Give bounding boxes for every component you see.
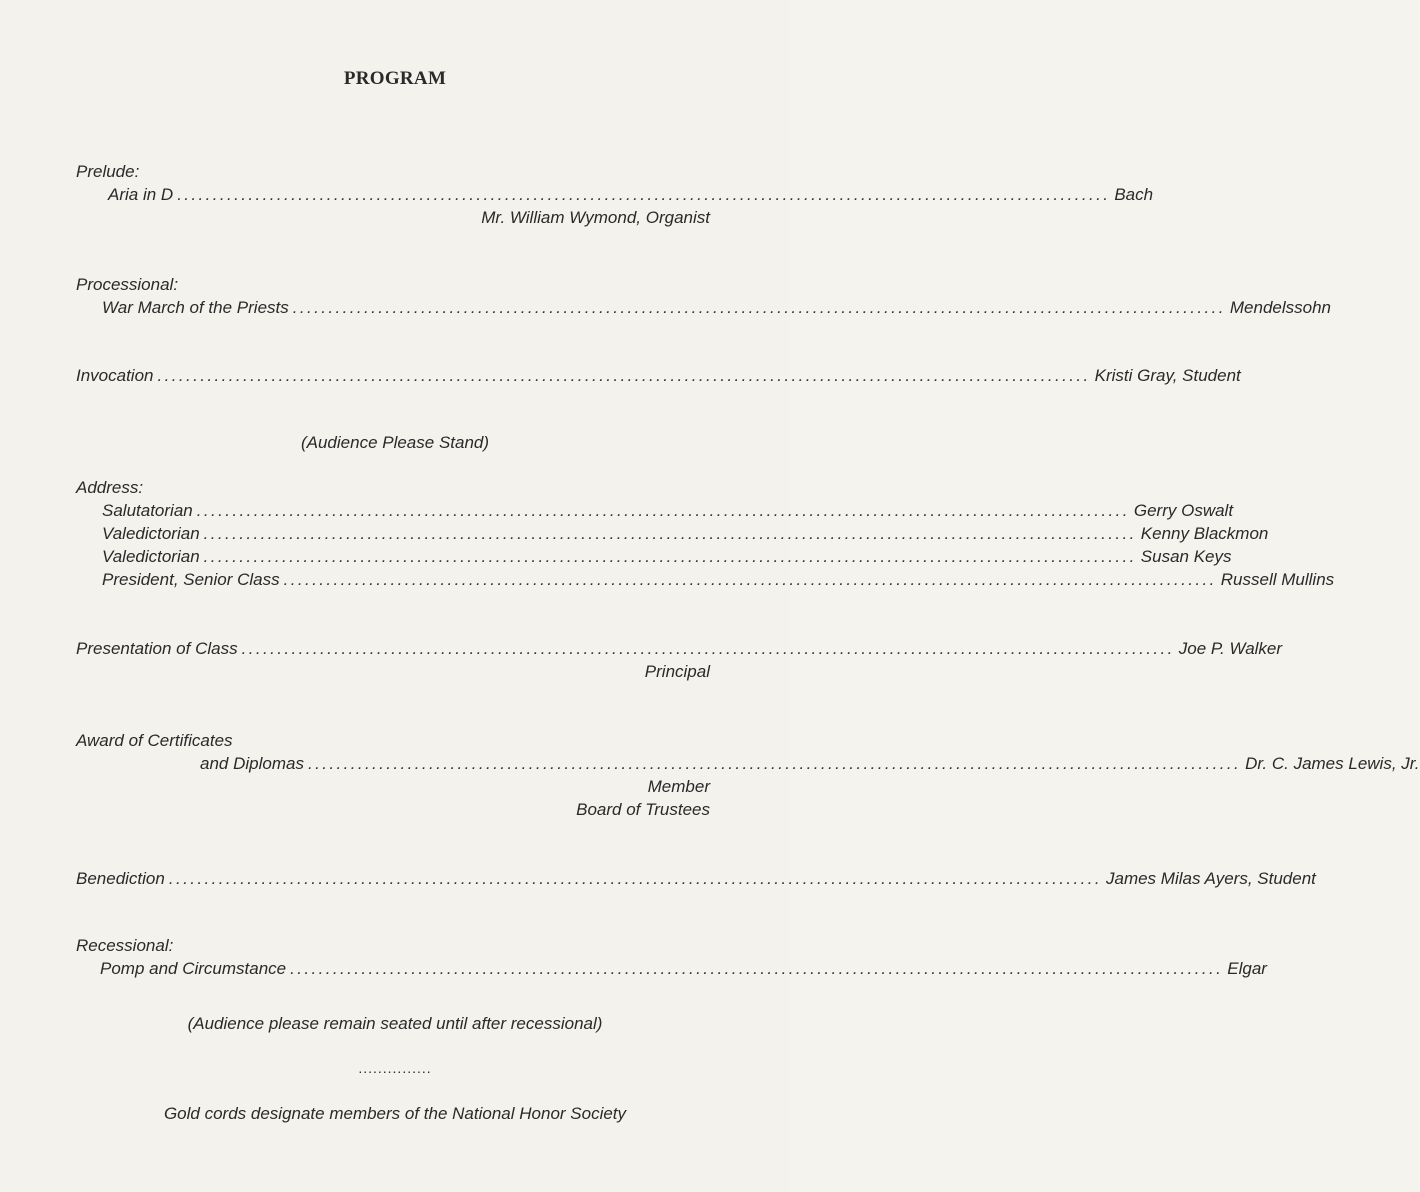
address-name: Kenny Blackmon: [1140, 524, 1269, 543]
audience-seated-note: (Audience please remain seated until after recessional): [187, 1014, 603, 1033]
recessional-piece: Pomp and Circumstance: [100, 959, 287, 978]
benediction-label: Benediction: [76, 869, 165, 888]
address-role: Salutatorian: [102, 501, 193, 520]
footnote: Gold cords designate members of the National Honor Society: [163, 1104, 627, 1123]
address-role: Valedictorian: [102, 547, 200, 566]
processional-line: [102, 296, 1332, 319]
awards-title-member: Member: [647, 777, 710, 796]
address-item: [102, 522, 1269, 545]
dot-leader: ...................................................................................................................................: [283, 570, 1217, 589]
presentation-title: Principal: [644, 662, 710, 681]
invocation-by: Kristi Gray, Student: [1094, 366, 1241, 385]
address-name: Russell Mullins: [1220, 570, 1335, 589]
address-name: Susan Keys: [1140, 547, 1232, 566]
address-heading: Address:: [76, 478, 144, 497]
invocation-line: [76, 364, 1241, 387]
dot-leader: ...................................................................................................................................: [292, 298, 1226, 317]
dot-leader: ...................................................................................................................................: [196, 501, 1130, 520]
awards-line: [200, 752, 1420, 775]
address-item: [102, 568, 1335, 591]
awards-title-board: Board of Trustees: [576, 800, 710, 819]
awards-heading: Award of Certificates: [76, 731, 233, 750]
recessional-heading: Recessional:: [76, 936, 174, 955]
prelude-composer: Bach: [1114, 185, 1154, 204]
prelude-line: [108, 183, 1154, 206]
dot-leader: ...................................................................................................................................: [241, 639, 1175, 658]
dot-leader: ...................................................................................................................................: [290, 959, 1224, 978]
prelude-heading: Prelude:: [76, 162, 140, 181]
dot-leader: ...................................................................................................................................: [203, 547, 1137, 566]
address-item: [102, 545, 1232, 568]
dot-leader: ...................................................................................................................................: [168, 869, 1102, 888]
page-title: PROGRAM: [343, 68, 447, 89]
separator: ...............: [358, 1060, 432, 1076]
recessional-line: [100, 957, 1267, 980]
dot-leader: ...................................................................................................................................: [203, 524, 1137, 543]
prelude-piece: Aria in D: [108, 185, 174, 204]
awards-by: Dr. C. James Lewis, Jr.: [1245, 754, 1420, 773]
benediction-by: James Milas Ayers, Student: [1105, 869, 1316, 888]
address-role: President, Senior Class: [102, 570, 280, 589]
benediction-line: [76, 867, 1316, 890]
prelude-performer: Mr. William Wymond, Organist: [481, 208, 710, 227]
presentation-by: Joe P. Walker: [1178, 639, 1283, 658]
dot-leader: ...................................................................................................................................: [157, 366, 1091, 385]
presentation-label: Presentation of Class: [76, 639, 238, 658]
address-name: Gerry Oswalt: [1133, 501, 1234, 520]
processional-composer: Mendelssohn: [1229, 298, 1332, 317]
address-role: Valedictorian: [102, 524, 200, 543]
recessional-composer: Elgar: [1227, 959, 1267, 978]
audience-stand-note: (Audience Please Stand): [300, 433, 490, 452]
invocation-label: Invocation: [76, 366, 154, 385]
processional-heading: Processional:: [76, 275, 179, 294]
awards-label: and Diplomas: [200, 754, 304, 773]
presentation-line: [76, 637, 1283, 660]
address-item: [102, 499, 1234, 522]
dot-leader: ...................................................................................................................................: [307, 754, 1242, 773]
dot-leader: ...................................................................................................................................: [177, 185, 1111, 204]
processional-piece: War March of the Priests: [102, 298, 289, 317]
